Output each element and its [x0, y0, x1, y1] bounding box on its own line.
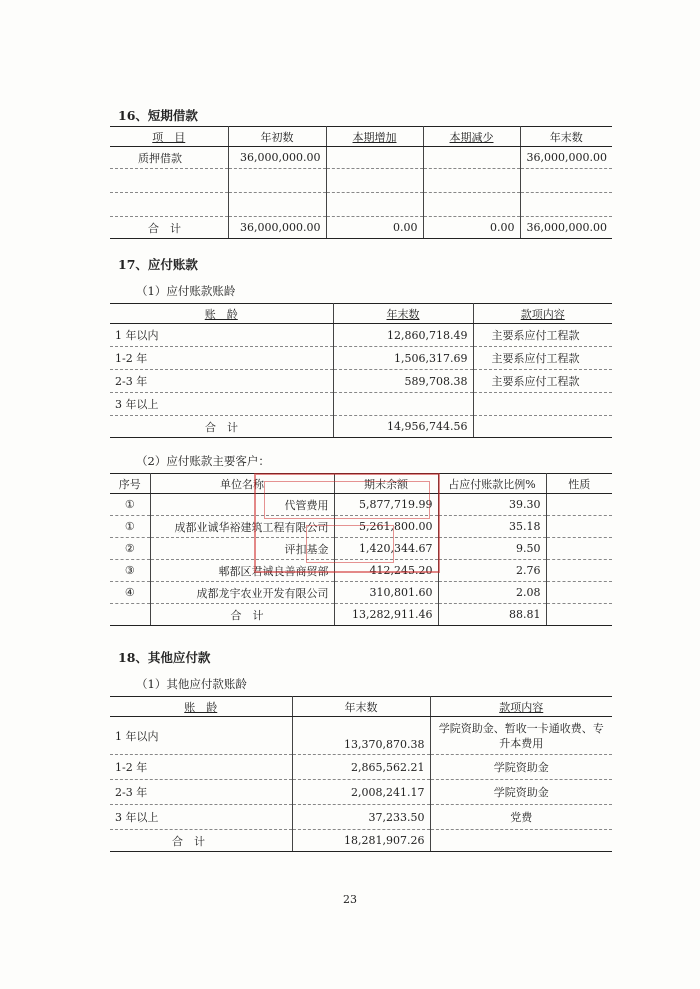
cell: 0.00: [423, 217, 520, 239]
empty-cell: [546, 604, 612, 626]
table-row: [110, 370, 612, 393]
cell: ②: [110, 538, 150, 560]
cell: [110, 169, 228, 193]
other-aging-subtitle: （1）其他应付款账龄: [136, 677, 247, 691]
page-number: 23: [343, 893, 357, 906]
customers-subtitle: （2）应付账款主要客户：: [136, 454, 270, 468]
cell: [546, 494, 612, 516]
header-cell: 账 龄: [110, 304, 333, 324]
header-cell: 年末数: [520, 127, 612, 147]
header-cell: 款项内容: [430, 697, 612, 717]
cell: 14,956,744.56: [333, 416, 473, 438]
table-row: [110, 324, 612, 347]
table-row: [110, 805, 612, 830]
cell: 0.00: [326, 217, 423, 239]
table-row: [110, 780, 612, 805]
cell: 2,865,562.21: [292, 755, 430, 780]
header-cell: 年末数: [292, 697, 430, 717]
cell: 3 年以上: [110, 805, 292, 830]
table-header: [110, 304, 612, 324]
cell: 36,000,000.00: [520, 217, 612, 239]
cell: 成都业诚华裕建筑工程有限公司: [150, 516, 334, 538]
table-row: [110, 169, 612, 193]
cell: ①: [110, 516, 150, 538]
header-cell: 年初数: [228, 127, 326, 147]
cell: [546, 516, 612, 538]
cell: 主要系应付工程款: [473, 324, 612, 347]
cell: [520, 193, 612, 217]
cell: 12,860,718.49: [333, 324, 473, 347]
cell: [546, 538, 612, 560]
header-cell: 占应付账款比例%: [438, 474, 546, 494]
cell: [228, 193, 326, 217]
header-cell: 年末数: [333, 304, 473, 324]
payables-customers-table: [110, 473, 612, 626]
table-header: [110, 697, 612, 717]
header-cell: 单位名称: [150, 474, 334, 494]
table-row: [110, 538, 612, 560]
header-cell: 本期减少: [423, 127, 520, 147]
cell: 学院资助金: [430, 755, 612, 780]
cell: 学院资助金、暂收一卡通收费、专升本费用: [430, 717, 612, 755]
header-cell: 项 目: [110, 127, 228, 147]
empty-cell: [473, 416, 612, 438]
cell: [326, 193, 423, 217]
cell: 412,245.20: [334, 560, 438, 582]
cell: 学院资助金: [430, 780, 612, 805]
table-row: [110, 755, 612, 780]
cell: 1,506,317.69: [333, 347, 473, 370]
cell: 39.30: [438, 494, 546, 516]
cell: 310,801.60: [334, 582, 438, 604]
cell: ③: [110, 560, 150, 582]
cell: [546, 560, 612, 582]
cell: 主要系应付工程款: [473, 347, 612, 370]
empty-cell: [110, 604, 150, 626]
cell: [228, 169, 326, 193]
other-payables-aging-table: [110, 696, 612, 852]
header-cell: 性质: [546, 474, 612, 494]
table-row: [110, 582, 612, 604]
cell: 郫都区君诚良善商贸部: [150, 560, 334, 582]
total-row: [110, 217, 612, 239]
cell: [333, 393, 473, 416]
cell: 9.50: [438, 538, 546, 560]
cell: 36,000,000.00: [228, 217, 326, 239]
cell: 主要系应付工程款: [473, 370, 612, 393]
header-cell: 款项内容: [473, 304, 612, 324]
cell: 37,233.50: [292, 805, 430, 830]
cell: [473, 393, 612, 416]
table-header: [110, 474, 612, 494]
table-row: [110, 516, 612, 538]
cell: ④: [110, 582, 150, 604]
cell: 2.08: [438, 582, 546, 604]
section-16-title: 16、短期借款: [118, 108, 198, 123]
cell: 3 年以上: [110, 393, 333, 416]
cell: 1 年以内: [110, 324, 333, 347]
table-row: [110, 494, 612, 516]
cell: 评扣基金: [150, 538, 334, 560]
cell: 18,281,907.26: [292, 830, 430, 852]
aging-subtitle: （1）应付账款账龄: [136, 284, 236, 298]
cell: 2-3 年: [110, 370, 333, 393]
cell: 2-3 年: [110, 780, 292, 805]
cell: 1-2 年: [110, 347, 333, 370]
cell: [423, 169, 520, 193]
table-row: [110, 717, 612, 755]
empty-cell: [430, 830, 612, 852]
cell: [423, 193, 520, 217]
cell: 35.18: [438, 516, 546, 538]
table-row: [110, 560, 612, 582]
cell: 589,708.38: [333, 370, 473, 393]
cell: 13,282,911.46: [334, 604, 438, 626]
header-cell: 本期增加: [326, 127, 423, 147]
short-term-loans-table: [110, 126, 612, 239]
table-row: [110, 147, 612, 169]
payables-aging-table: [110, 303, 612, 438]
total-row: [110, 830, 612, 852]
header-cell: 账 龄: [110, 697, 292, 717]
cell: 5,261,800.00: [334, 516, 438, 538]
cell: [546, 582, 612, 604]
total-label: 合 计: [110, 830, 292, 852]
cell: 36,000,000.00: [520, 147, 612, 169]
cell: ①: [110, 494, 150, 516]
cell: 代管费用: [150, 494, 334, 516]
cell: 2.76: [438, 560, 546, 582]
table-row: [110, 393, 612, 416]
cell: [110, 193, 228, 217]
cell: 1,420,344.67: [334, 538, 438, 560]
cell: 1 年以内: [110, 717, 292, 755]
cell: [326, 147, 423, 169]
total-label: 合 计: [110, 217, 228, 239]
table-header: [110, 127, 612, 147]
cell: 质押借款: [110, 147, 228, 169]
cell: 88.81: [438, 604, 546, 626]
section-17-title: 17、应付账款: [118, 257, 198, 272]
cell: [520, 169, 612, 193]
cell: 2,008,241.17: [292, 780, 430, 805]
cell: 13,370,870.38: [292, 717, 430, 755]
header-cell: 序号: [110, 474, 150, 494]
cell: 党费: [430, 805, 612, 830]
cell: [326, 169, 423, 193]
table-row: [110, 193, 612, 217]
total-label: 合 计: [110, 416, 333, 438]
total-row: [110, 604, 612, 626]
cell: 成都龙宇农业开发有限公司: [150, 582, 334, 604]
total-label: 合 计: [150, 604, 334, 626]
cell: 5,877,719.99: [334, 494, 438, 516]
cell: 1-2 年: [110, 755, 292, 780]
section-18-title: 18、其他应付款: [118, 650, 211, 665]
cell: 36,000,000.00: [228, 147, 326, 169]
total-row: [110, 416, 612, 438]
header-cell: 期末余额: [334, 474, 438, 494]
cell: [423, 147, 520, 169]
table-row: [110, 347, 612, 370]
